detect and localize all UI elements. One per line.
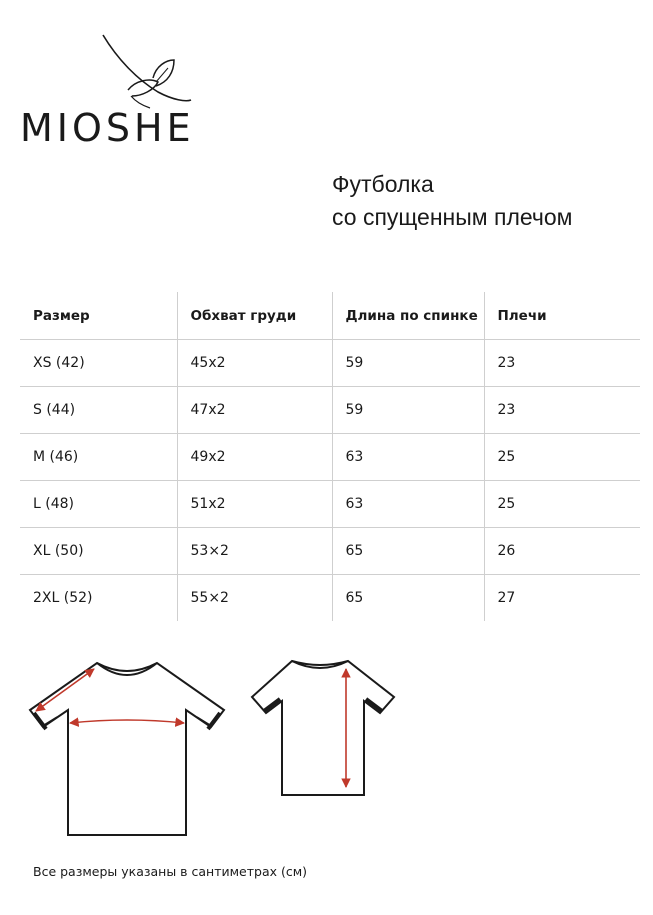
cell-chest: 49x2 bbox=[177, 434, 332, 481]
table-row bbox=[20, 528, 640, 575]
cell-size: S (44) bbox=[20, 387, 177, 434]
cell-back-length: 65 bbox=[332, 528, 484, 575]
cell-shoulders: 25 bbox=[484, 434, 640, 481]
cell-shoulders: 26 bbox=[484, 528, 640, 575]
cell-chest: 51x2 bbox=[177, 481, 332, 528]
product-title-line1: Футболка bbox=[332, 171, 434, 197]
cell-chest: 55×2 bbox=[177, 575, 332, 622]
cell-size: XL (50) bbox=[20, 528, 177, 575]
product-title bbox=[332, 168, 572, 234]
cell-size: M (46) bbox=[20, 434, 177, 481]
product-title-line2: со спущенным плечом bbox=[332, 204, 573, 230]
cell-size: L (48) bbox=[20, 481, 177, 528]
units-footnote: Все размеры указаны в сантиметрах (см) bbox=[33, 864, 308, 879]
cell-chest: 47x2 bbox=[177, 387, 332, 434]
table-row bbox=[20, 434, 640, 481]
tshirt-back-icon bbox=[252, 661, 394, 795]
tshirt-front-icon bbox=[30, 663, 224, 835]
cell-back-length: 59 bbox=[332, 340, 484, 387]
leaf-swirl-icon bbox=[98, 30, 193, 115]
measurement-diagram bbox=[24, 655, 624, 855]
cell-size: XS (42) bbox=[20, 340, 177, 387]
brand-name: MIOSHE bbox=[20, 106, 195, 150]
table-row bbox=[20, 387, 640, 434]
brand-logo bbox=[20, 20, 240, 150]
header-chest: Обхват груди bbox=[177, 292, 332, 340]
table-row bbox=[20, 575, 640, 622]
table-header-row bbox=[20, 292, 640, 340]
cell-shoulders: 27 bbox=[484, 575, 640, 622]
cell-back-length: 65 bbox=[332, 575, 484, 622]
cell-back-length: 63 bbox=[332, 434, 484, 481]
header-back-length: Длина по спинке bbox=[332, 292, 484, 340]
cell-back-length: 63 bbox=[332, 481, 484, 528]
size-table bbox=[20, 292, 640, 621]
cell-shoulders: 23 bbox=[484, 387, 640, 434]
header-size: Размер bbox=[20, 292, 177, 340]
table-row bbox=[20, 481, 640, 528]
cell-shoulders: 23 bbox=[484, 340, 640, 387]
front-measure-arrows bbox=[36, 669, 184, 723]
header-shoulders: Плечи bbox=[484, 292, 640, 340]
cell-shoulders: 25 bbox=[484, 481, 640, 528]
table-row bbox=[20, 340, 640, 387]
cell-size: 2XL (52) bbox=[33, 590, 93, 606]
cell-chest: 53×2 bbox=[177, 528, 332, 575]
cell-back-length: 59 bbox=[332, 387, 484, 434]
cell-chest: 45x2 bbox=[177, 340, 332, 387]
